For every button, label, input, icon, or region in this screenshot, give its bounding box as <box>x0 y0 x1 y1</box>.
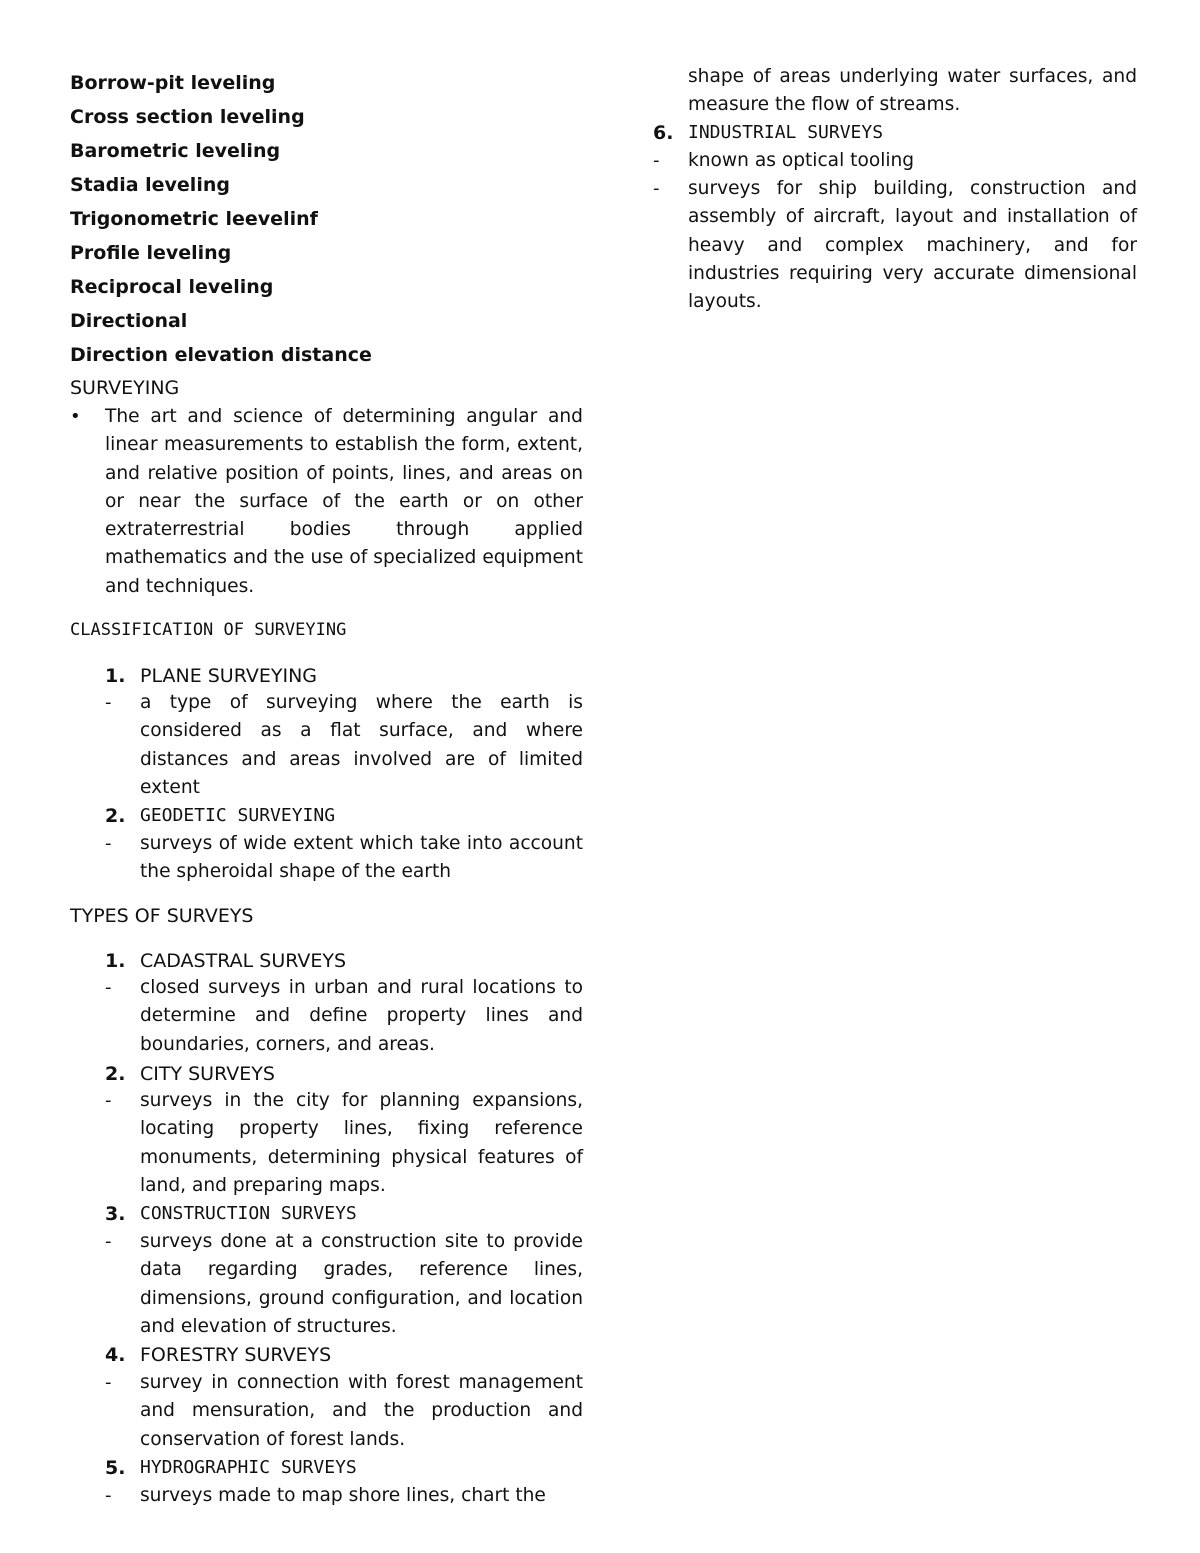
dash-marker: - <box>105 1231 112 1252</box>
item-title: CITY SURVEYS <box>140 1063 275 1085</box>
leveling-item: Direction elevation distance <box>70 344 372 366</box>
dash-marker: - <box>105 977 112 998</box>
item-title: INDUSTRIAL SURVEYS <box>688 122 884 143</box>
item-description: surveys for ship building, construction and assembly of aircraft, layout and installation of heavy and complex machinery, and for industries requiring very accurate dimensional layouts. <box>688 178 1137 313</box>
dash-marker: - <box>105 1372 112 1393</box>
item-number: 1. <box>105 665 126 687</box>
dash-marker: - <box>105 1485 112 1506</box>
surveying-definition: The art and science of determining angular and linear measurements to establish the form, extent, and relative position of points, lines, and areas on or near the surface of the earth or on other extraterrestrial bodies through applied mathematics and the use of specialized equipment and techniques. <box>105 406 583 597</box>
leveling-item: Barometric leveling <box>70 140 281 162</box>
leveling-item: Cross section leveling <box>70 106 305 128</box>
types-heading: TYPES OF SURVEYS <box>70 905 254 927</box>
surveying-heading: SURVEYING <box>70 377 180 399</box>
item-title: CONSTRUCTION SURVEYS <box>140 1203 357 1224</box>
item-description-continued: shape of areas underlying water surfaces, and measure the flow of streams. <box>688 66 1137 116</box>
leveling-item: Trigonometric leevelinf <box>70 208 318 230</box>
leveling-item: Directional <box>70 310 188 332</box>
item-number: 3. <box>105 1203 126 1225</box>
item-number: 2. <box>105 1063 126 1085</box>
item-description: a type of surveying where the earth is considered as a flat surface, and where distances and areas involved are of limited extent <box>140 692 583 798</box>
dash-marker: - <box>105 1090 112 1111</box>
item-title: FORESTRY SURVEYS <box>140 1344 332 1366</box>
dash-marker: - <box>653 150 660 171</box>
item-number: 1. <box>105 950 126 972</box>
classification-heading: CLASSIFICATION OF SURVEYING <box>70 620 347 640</box>
item-description: surveys of wide extent which take into account the spheroidal shape of the earth <box>140 833 583 883</box>
item-number: 5. <box>105 1457 126 1479</box>
item-title: GEODETIC SURVEYING <box>140 805 336 826</box>
item-title: PLANE SURVEYING <box>140 665 318 687</box>
item-description: surveys made to map shore lines, chart the <box>140 1485 546 1506</box>
item-number: 6. <box>653 122 674 144</box>
leveling-item: Borrow-pit leveling <box>70 72 276 94</box>
leveling-item: Profile leveling <box>70 242 232 264</box>
item-description: known as optical tooling <box>688 150 915 171</box>
leveling-item: Reciprocal leveling <box>70 276 274 298</box>
item-description: surveys done at a construction site to provide data regarding grades, reference lines, dimensions, ground configuration, and location and elevation of structures. <box>140 1231 583 1337</box>
item-title: CADASTRAL SURVEYS <box>140 950 347 972</box>
item-description: survey in connection with forest management and mensuration, and the production and conservation of forest lands. <box>140 1372 583 1450</box>
item-title: HYDROGRAPHIC SURVEYS <box>140 1457 357 1478</box>
item-number: 4. <box>105 1344 126 1366</box>
item-description: closed surveys in urban and rural locations to determine and define property lines and boundaries, corners, and areas. <box>140 977 583 1055</box>
bullet-icon: • <box>70 406 81 427</box>
dash-marker: - <box>653 178 660 199</box>
item-number: 2. <box>105 805 126 827</box>
item-description: surveys in the city for planning expansions, locating property lines, fixing reference monuments, determining physical features of land, and preparing maps. <box>140 1090 583 1196</box>
dash-marker: - <box>105 833 112 854</box>
leveling-item: Stadia leveling <box>70 174 230 196</box>
dash-marker: - <box>105 692 112 713</box>
